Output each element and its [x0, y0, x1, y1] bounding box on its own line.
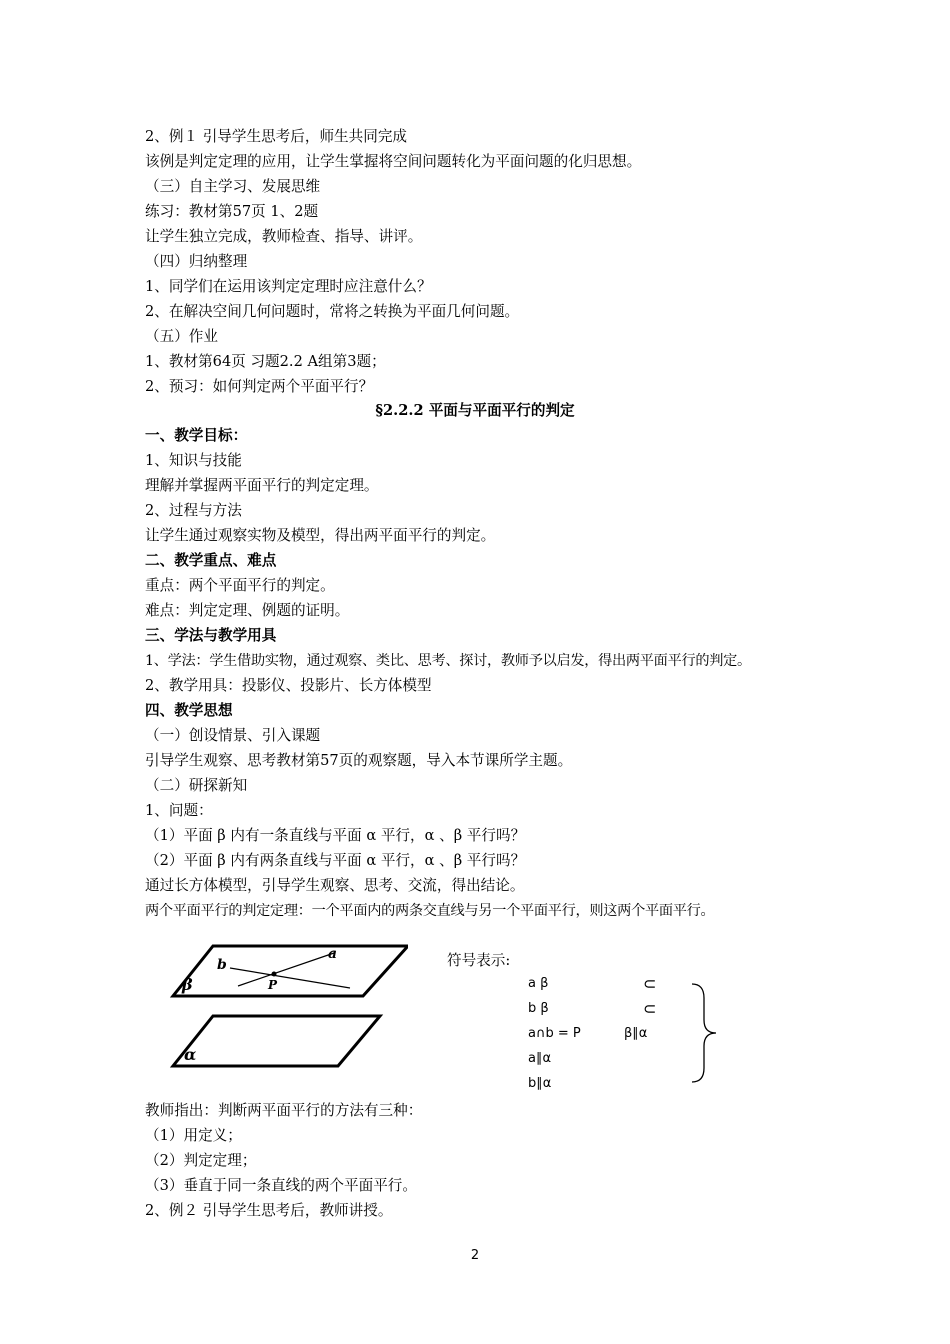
- heading-line: 四、教学思想: [145, 702, 233, 719]
- text-line: 1、知识与技能: [145, 452, 242, 469]
- label-a: a: [328, 946, 338, 962]
- text-line: 1、教材第64页 习题2.2 A组第3题；: [145, 353, 386, 370]
- line-a: [238, 953, 334, 986]
- text-line: 2、过程与方法: [145, 502, 242, 519]
- symbol-row-left: b β: [528, 1001, 549, 1016]
- text-line: 该例是判定定理的应用，让学生掌握将空间问题转化为平面问题的化归思想。: [145, 153, 642, 170]
- symbol-heading: 符号表示:: [447, 952, 511, 969]
- text-line: 2、例１ 引导学生思考后，师生共同完成: [145, 128, 408, 145]
- text-line: 1、同学们在运用该判定定理时应注意什么？: [145, 278, 432, 295]
- point-P: [272, 972, 277, 977]
- conclusion-symbol: β∥α: [624, 1026, 648, 1041]
- heading-line: 三、学法与教学用具: [145, 627, 277, 644]
- label-alpha: α: [184, 1045, 197, 1064]
- line-b: [230, 968, 350, 988]
- text-line: 难点：判定定理、例题的证明。: [145, 602, 350, 619]
- text-line: 让学生独立完成，教师检查、指导、讲评。: [145, 228, 423, 245]
- section-title: §2.2.2 平面与平面平行的判定: [375, 402, 575, 419]
- right-brace: [688, 982, 728, 1084]
- text-line: （2）判定定理；: [145, 1152, 257, 1169]
- text-line: 练习：教材第57页 1、2题: [145, 203, 319, 220]
- text-line: 2、在解决空间几何问题时，常将之转换为平面几何问题。: [145, 303, 520, 320]
- text-line: （二）研探新知: [145, 777, 248, 794]
- label-beta: β: [182, 975, 193, 994]
- parallel-planes-figure: [168, 938, 408, 1074]
- label-b: b: [217, 957, 227, 973]
- symbol-row-left: b∥α: [528, 1076, 552, 1091]
- text-line: （1）用定义；: [145, 1127, 242, 1144]
- heading-line: 一、教学目标：: [145, 427, 248, 444]
- text-line: 理解并掌握两平面平行的判定定理。: [145, 477, 379, 494]
- text-line: 1、问题：: [145, 802, 213, 819]
- text-line: （四）归纳整理: [145, 253, 248, 270]
- symbol-row-left: a∥α: [528, 1051, 552, 1066]
- symbol-row-left: a∩b = P: [528, 1026, 581, 1041]
- heading-line: 二、教学重点、难点: [145, 552, 277, 569]
- text-line: 两个平面平行的判定定理：一个平面内的两条交直线与另一个平面平行，则这两个平面平行。: [145, 903, 715, 919]
- label-P: P: [268, 978, 278, 992]
- subset-symbol: ⊂: [643, 999, 657, 1018]
- text-line: 2、例２ 引导学生思考后，教师讲授。: [145, 1202, 393, 1219]
- text-line: （1）平面 β 内有一条直线与平面 α 平行，α 、β 平行吗？: [145, 827, 526, 844]
- subset-symbol: ⊂: [643, 974, 657, 993]
- text-line: （三）自主学习、发展思维: [145, 178, 321, 195]
- text-line: 重点：两个平面平行的判定。: [145, 577, 335, 594]
- text-line: 引导学生观察、思考教材第57页的观察题，导入本节课所学主题。: [145, 752, 573, 769]
- text-line: （3）垂直于同一条直线的两个平面平行。: [145, 1177, 417, 1194]
- plane-beta: [173, 946, 408, 996]
- symbol-row-left: a β: [528, 976, 549, 991]
- text-line: 让学生通过观察实物及模型，得出两平面平行的判定。: [145, 527, 496, 544]
- page-number: 2: [470, 1248, 480, 1263]
- text-line: 通过长方体模型，引导学生观察、思考、交流，得出结论。: [145, 877, 525, 894]
- text-line: （2）平面 β 内有两条直线与平面 α 平行，α 、β 平行吗？: [145, 852, 526, 869]
- text-line: 2、教学用具：投影仪、投影片、长方体模型: [145, 677, 432, 694]
- text-line: （五）作业: [145, 328, 218, 345]
- plane-alpha: [173, 1016, 380, 1066]
- text-line: 1、学法：学生借助实物，通过观察、类比、思考、探讨，教师予以启发，得出两平面平行的判定。: [145, 653, 751, 669]
- text-line: （一）创设情景、引入课题: [145, 727, 321, 744]
- text-line: 教师指出：判断两平面平行的方法有三种：: [145, 1102, 423, 1119]
- text-line: 2、预习：如何判定两个平面平行？: [145, 378, 374, 395]
